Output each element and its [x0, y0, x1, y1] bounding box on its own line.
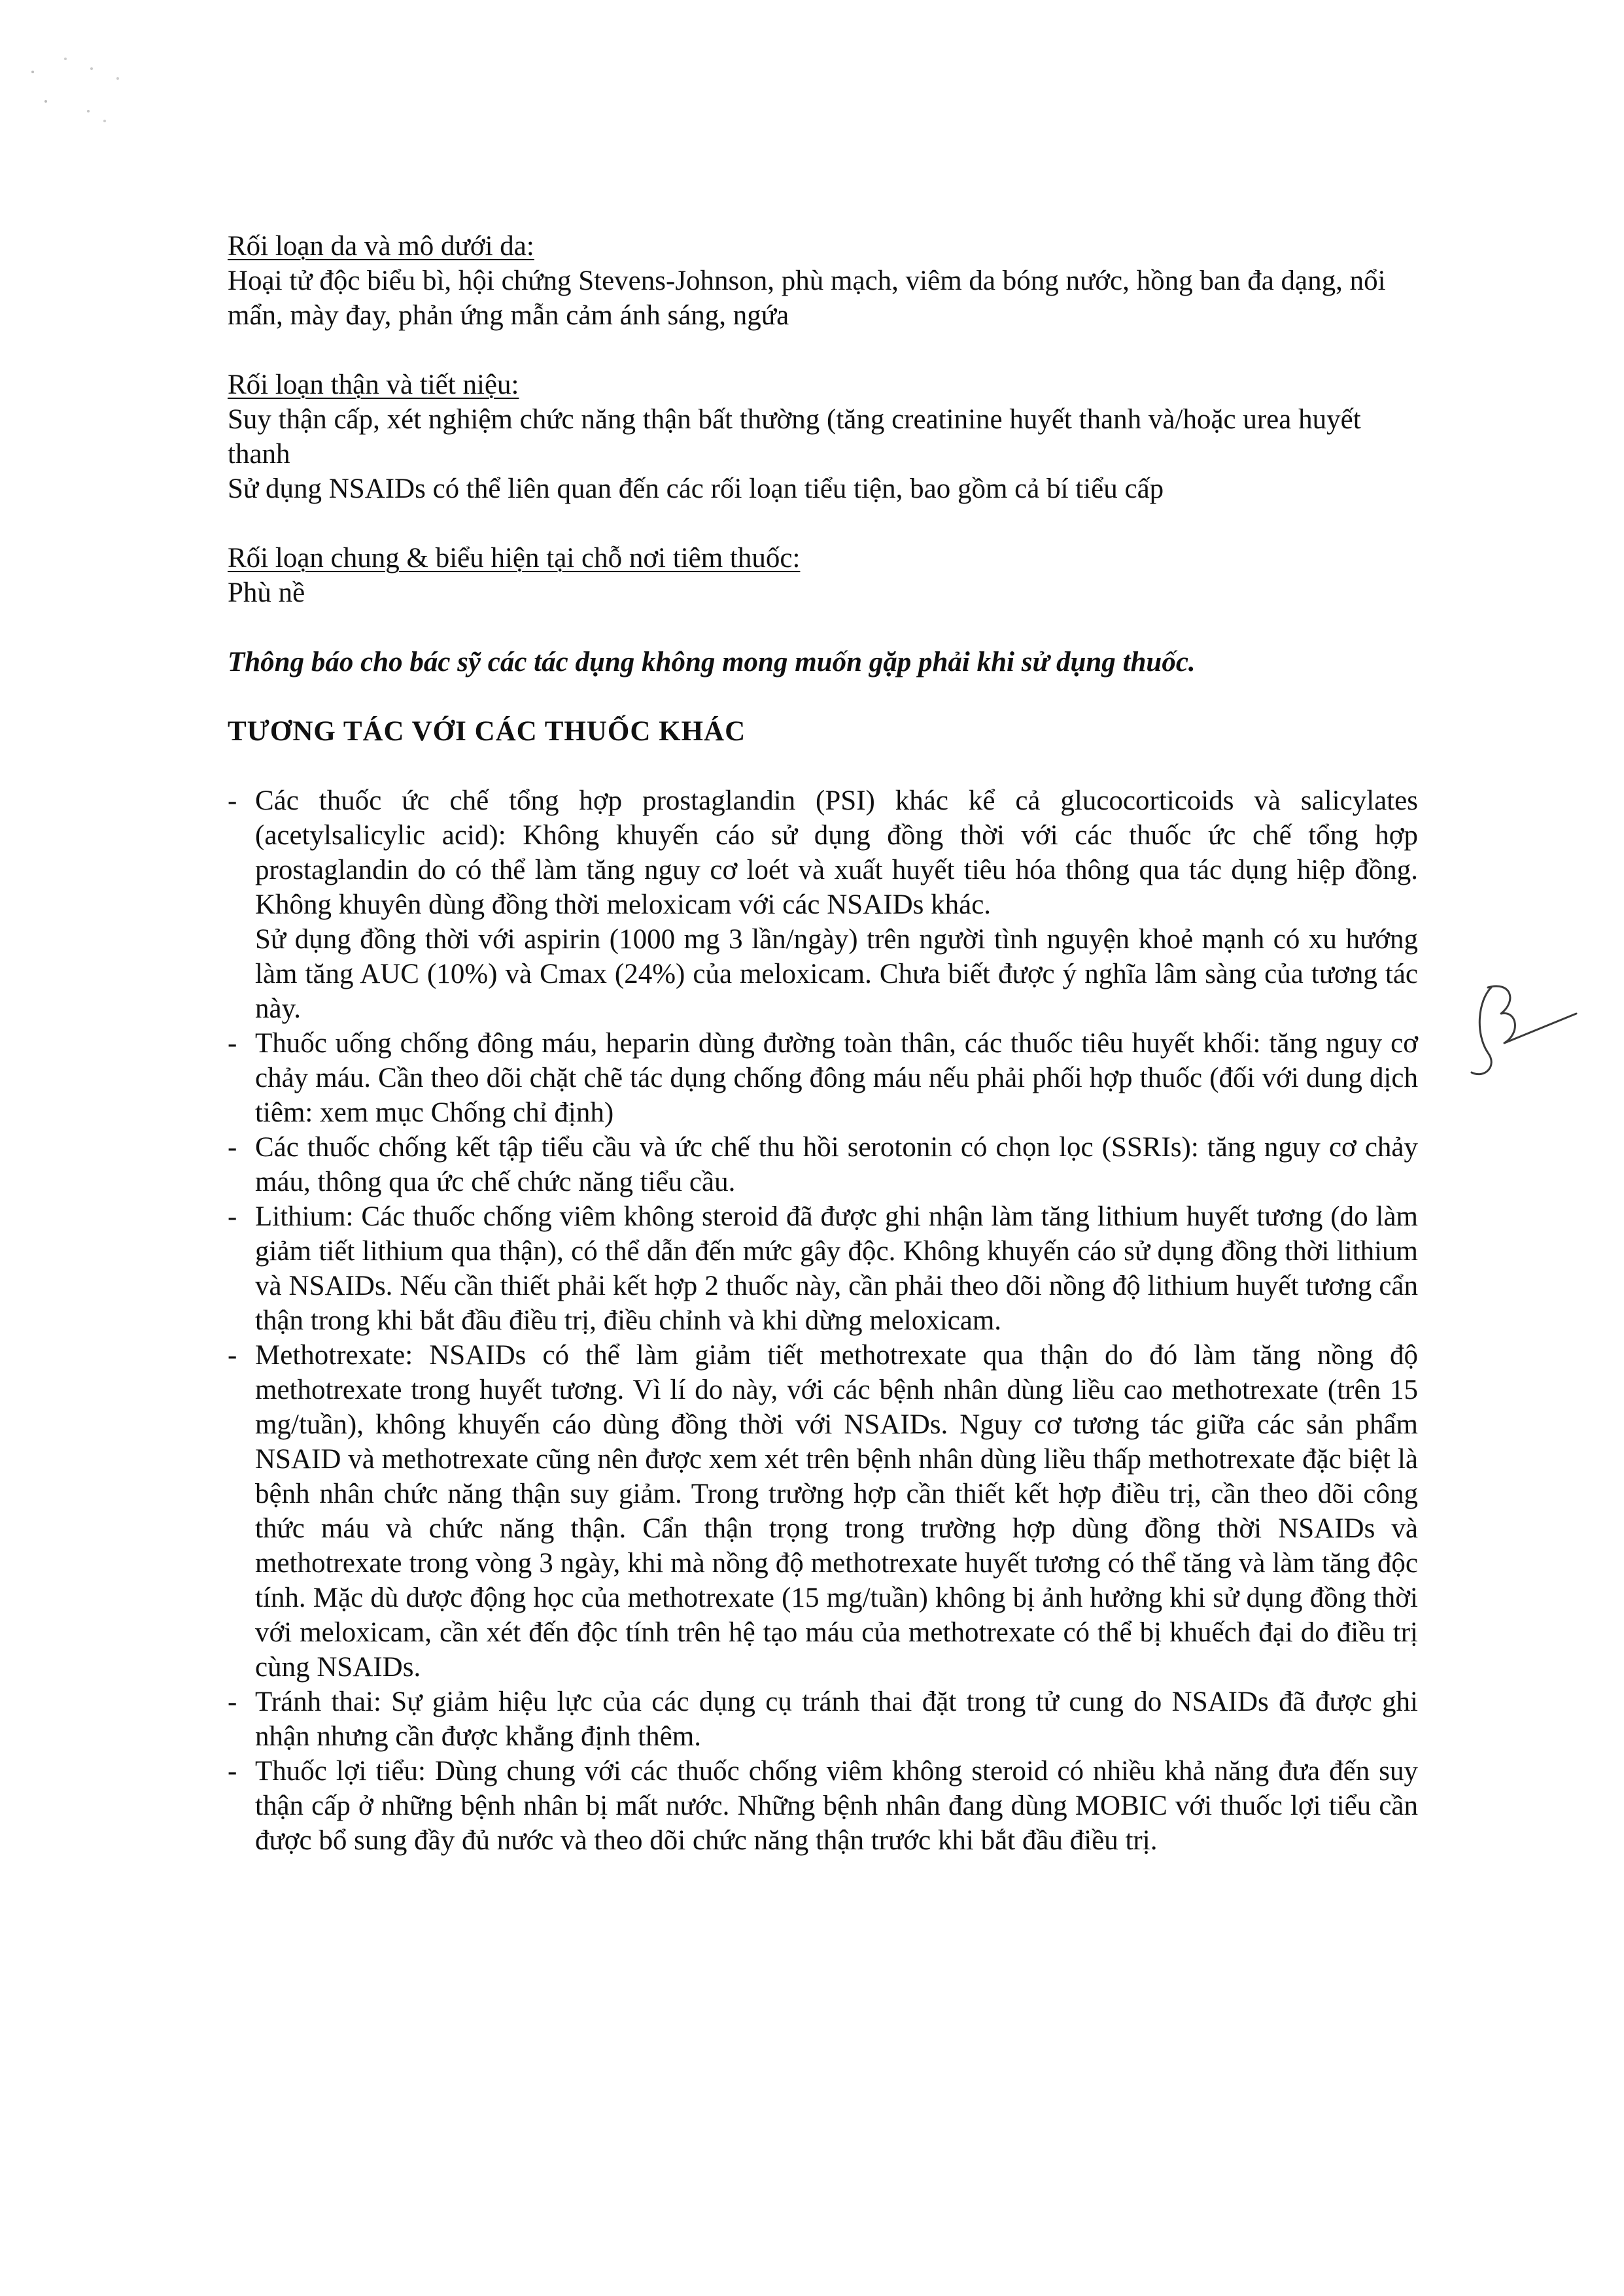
list-item [228, 1199, 1418, 1338]
bullet-dash: - [228, 1028, 237, 1059]
bullet-dash: - [228, 1687, 237, 1717]
bullet-dash: - [228, 1201, 237, 1232]
item-text: Các thuốc ức chế tổng hợp prostaglandin (PSI) khác kể cả glucocorticoids và salicylates (acetylsalicylic acid): Không khuyến cáo sử dụng đồng thời với các thuốc ức chế tổng hợp prostaglandin do có thể làm tăng nguy cơ loét và xuất huyết tiêu hóa thông qua tác dụng hiệp đồng. Không khuyên dùng đồng thời meloxicam với các NSAIDs khác. [255, 785, 1418, 920]
list-item [228, 1026, 1418, 1130]
item-text: Thuốc uống chống đông máu, heparin dùng đường toàn thân, các thuốc tiêu huyết khối: tăng nguy cơ chảy máu. Cần theo dõi chặt chẽ tác dụng chống đông máu nếu phải phối hợp thuốc (đối với dung dịch tiêm: xem mục Chống chỉ định) [255, 1028, 1418, 1128]
section-heading: Rối loạn thận và tiết niệu: [228, 369, 519, 400]
item-text: Sử dụng đồng thời với aspirin (1000 mg 3 lần/ngày) trên người tình nguyện khoẻ mạnh có xu hướng làm tăng AUC (10%) và Cmax (24%) của meloxicam. Chưa biết được ý nghĩa lâm sàng của tương tác này. [255, 924, 1418, 1024]
bullet-dash: - [228, 1756, 237, 1787]
list-item [228, 1130, 1418, 1199]
interactions-title: TƯƠNG TÁC VỚI CÁC THUỐC KHÁC [228, 716, 746, 747]
section-kidney [228, 368, 1418, 506]
list-item [228, 1685, 1418, 1754]
bullet-dash: - [228, 785, 237, 816]
section-skin [228, 229, 1418, 333]
section-heading: Rối loạn da và mô dưới da: [228, 231, 534, 262]
handwritten-signature [1465, 974, 1583, 1092]
list-item [228, 783, 1418, 1026]
item-text: Tránh thai: Sự giảm hiệu lực của các dụng cụ tránh thai đặt trong tử cung do NSAIDs đã được ghi nhận nhưng cần được khẳng định thêm. [255, 1687, 1418, 1752]
section-general [228, 541, 1418, 610]
list-item [228, 1754, 1418, 1858]
section-text: Sử dụng NSAIDs có thể liên quan đến các rối loạn tiểu tiện, bao gồm cả bí tiểu cấp [228, 473, 1164, 504]
scan-specks [26, 46, 157, 137]
interactions-list [228, 783, 1418, 1858]
bullet-dash: - [228, 1132, 237, 1163]
list-item [228, 1338, 1418, 1685]
bullet-dash: - [228, 1340, 237, 1371]
item-text: Methotrexate: NSAIDs có thể làm giảm tiết methotrexate qua thận do đó làm tăng nồng độ methotrexate trong huyết tương. Vì lí do này, với các bệnh nhân dùng liều cao methotrexate (trên 15 mg/tuần), không khuyến cáo dùng đồng thời với NSAIDs. Nguy cơ tương tác giữa các sản phẩm NSAID và methotrexate cũng nên được xem xét trên bệnh nhân dùng liều thấp methotrexate đặc biệt là bệnh nhân chức năng thận suy giảm. Trong trường hợp cần thiết kết hợp điều trị, cần theo dõi công thức máu và chức năng thận. Cẩn thận trọng trong trường hợp dùng đồng thời NSAIDs và methotrexate trong vòng 3 ngày, khi mà nồng độ methotrexate huyết tương có thể tăng và làm tăng độc tính. Mặc dù dược động học của methotrexate (15 mg/tuần) không bị ảnh hưởng khi sử dụng đồng thời với meloxicam, cần xét đến độc tính trên hệ tạo máu của methotrexate có thể bị khuếch đại do điều trị cùng NSAIDs. [255, 1340, 1418, 1683]
section-text: Hoại tử độc biểu bì, hội chứng Stevens-Johnson, phù mạch, viêm da bóng nước, hồng ban đa dạng, nổi mẩn, mày đay, phản ứng mẫn cảm ánh sáng, ngứa [228, 266, 1386, 331]
item-text: Lithium: Các thuốc chống viêm không steroid đã được ghi nhận làm tăng lithium huyết tương (do làm giảm tiết lithium qua thận), có thể dẫn đến mức gây độc. Không khuyến cáo sử dụng đồng thời lithium và NSAIDs. Nếu cần thiết phải kết hợp 2 thuốc này, cần phải theo dõi nồng độ lithium huyết tương cẩn thận trong khi bắt đầu điều trị, điều chỉnh và khi dừng meloxicam. [255, 1201, 1418, 1336]
doctor-notice: Thông báo cho bác sỹ các tác dụng không mong muốn gặp phải khi sử dụng thuốc. [228, 647, 1196, 677]
section-text: Phù nề [228, 577, 305, 608]
item-text: Thuốc lợi tiểu: Dùng chung với các thuốc chống viêm không steroid có nhiều khả năng đưa đến suy thận cấp ở những bệnh nhân bị mất nước. Những bệnh nhân đang dùng MOBIC với thuốc lợi tiểu cần được bổ sung đầy đủ nước và theo dõi chức năng thận trước khi bắt đầu điều trị. [255, 1756, 1418, 1856]
item-text: Các thuốc chống kết tập tiểu cầu và ức chế thu hồi serotonin có chọn lọc (SSRIs): tăng nguy cơ chảy máu, thông qua ức chế chức năng tiểu cầu. [255, 1132, 1418, 1197]
section-heading: Rối loạn chung & biểu hiện tại chỗ nơi tiêm thuốc: [228, 543, 801, 574]
document-body [228, 229, 1418, 1858]
section-text: Suy thận cấp, xét nghiệm chức năng thận bất thường (tăng creatinine huyết thanh và/hoặc urea huyết thanh [228, 404, 1361, 470]
